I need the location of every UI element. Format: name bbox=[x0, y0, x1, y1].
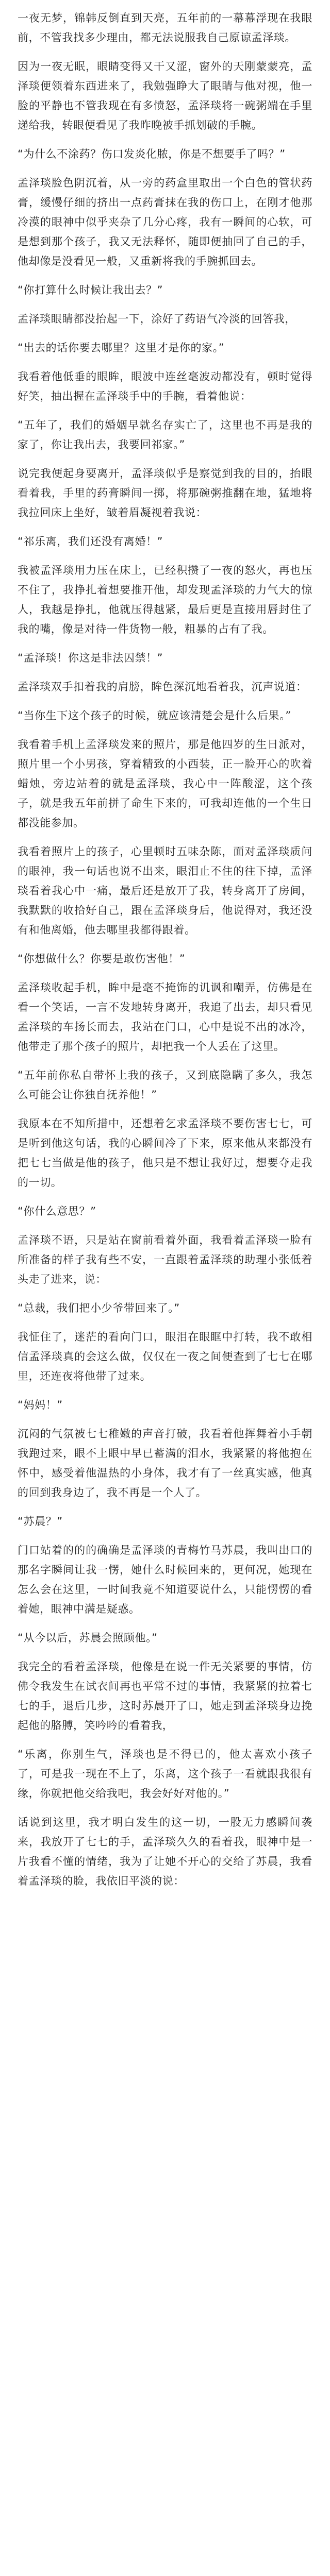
article-paragraph: 话说到这里，我才明白发生的这一切，一股无力感瞬间袭来，我放开了七七的手，孟泽琰久久的看着我，眼神中是一片我看不懂的情绪，我为了让她不开心的交给了苏晨，我看着孟泽琰的脸，我依旧平淡的说： bbox=[18, 1816, 312, 1887]
paragraph-gap bbox=[18, 1803, 312, 1812]
article-paragraph: “五年前你私自带怀上我的孩子，又到底隐瞒了多久，我怎么可能会让你独自抚养他！” bbox=[18, 1069, 312, 1101]
article-paragraph: “你什么意思？” bbox=[18, 1205, 96, 1217]
paragraph-gap bbox=[18, 329, 312, 338]
article-paragraph: “孟泽琰！你这是非法囚禁！” bbox=[18, 652, 163, 664]
article-paragraph: 我完全的看着孟泽琰，他像是在说一件无关紧要的事情，仿佛令我发生在试衣间再也平常不过的事情，我紧紧的拉着七七的手，退后几步，这时苏晨开了口，她走到孟泽琰身边挽起他的胳膊，笑吟吟的看着我， bbox=[18, 1660, 312, 1732]
article-paragraph: 沉闷的气氛被七七稚嫩的声音打破，我看着他挥舞着小手朝我跑过来，眼不上眼中早已蓄满的泪水，我紧紧的将他抱在怀中，感受着他温热的小身体，我才有了一丝真实感，他真的回到我身边了，我不再是一个人了。 bbox=[18, 1428, 312, 1499]
paragraph-gap bbox=[18, 454, 312, 464]
article-paragraph: “从今以后，苏晨会照顾他。” bbox=[18, 1632, 158, 1644]
paragraph-gap bbox=[18, 551, 312, 561]
paragraph-gap bbox=[18, 1648, 312, 1657]
article-paragraph: “为什么不涂药？伤口发炎化脓，你是不想要手了吗？” bbox=[18, 148, 286, 160]
article-paragraph: 我看着手机上孟泽琰发来的照片，那是他四岁的生日派对，照片里一个小男孩，穿着精致的小西装，正一脸开心的吹着蜡烛，旁边站着的就是孟泽琰，我心中一阵酸涩，这个孩子，就是我五年前拼了命生下来的，可我却连他的一个生日都没能参加。 bbox=[18, 738, 312, 829]
article-paragraph: “五年了，我们的婚姻早就名存实亡了，这里也不再是我的家了，你让我出去，我要回祁家。” bbox=[18, 419, 312, 451]
article-paragraph: 孟泽琰眼睛都没抬起一下，涂好了药语气冷淡的回答我， bbox=[18, 313, 296, 325]
article-paragraph: 我被孟泽琰用力压在床上，已经积攒了一夜的怒火，再也压不住了，我挣扎着想要推开他，却发现孟泽琰的力气大的惊人，我越是挣扎，他就压得越紧，最后更是直接用唇封住了我的嘴，像是对待一件货物一般，粗暴的占有了我。 bbox=[18, 564, 312, 635]
paragraph-gap bbox=[18, 1415, 312, 1424]
article-paragraph: 孟泽琰不语，只是站在窗前看着外面，我看着孟泽琰一脸有所准备的样子我有些不安，一直跟着孟泽琰的助理小张低着头走了进来，说： bbox=[18, 1234, 312, 1285]
paragraph-gap bbox=[18, 1386, 312, 1395]
paragraph-gap bbox=[18, 358, 312, 367]
article-paragraph: 我看着照片上的孩子，心里顿时五味杂陈，面对孟泽琰质问的眼神，我一句话也说不出来，眼泪止不住的往下掉，孟泽琰看着我心中一痛，最后还是放开了我，转身离开了房间，我默默的收拾好自己，跟在孟泽琰身后，他说得对，我还没有和他离婚，他去哪里我都得跟着。 bbox=[18, 845, 312, 936]
paragraph-gap bbox=[18, 164, 312, 173]
paragraph-gap bbox=[18, 300, 312, 309]
article-paragraph: “总裁，我们把小少爷带回来了。” bbox=[18, 1302, 180, 1314]
article-paragraph: 我原本在不知所措中，还想着乞求孟泽琰不要伤害七七，可是听到他这句话，我的心瞬间冷了下来，原来他从来都没有把七七当做是他的孩子，他只是不想让我好过，想要夺走我的一切。 bbox=[18, 1117, 312, 1189]
paragraph-gap bbox=[18, 1735, 312, 1744]
paragraph-gap bbox=[18, 1105, 312, 1114]
paragraph-gap bbox=[18, 1221, 312, 1230]
article-paragraph: “乐离，你别生气，泽琰也是不得已的，他太喜欢小孩子了，可是我一现在不上了，乐离，这个孩子一看就跟我很有缘，你就把他交给我吧，我会好好对他的。” bbox=[18, 1748, 312, 1800]
paragraph-gap bbox=[18, 406, 312, 415]
article-paragraph: 孟泽琰脸色阴沉着，从一旁的药盒里取出一个白色的管状药膏，缓慢仔细的挤出一点药膏抹在我的伤口上，在刚才他那冷漠的眼神中似乎夹杂了几分心疼，我有一瞬间的心软，可是想到那个孩子，我又无法释怀，随即便抽回了自己的手，他却像是没看见一般，又重新将我的手腕抓回去。 bbox=[18, 177, 312, 267]
paragraph-gap bbox=[18, 668, 312, 677]
article-paragraph: 一夜无梦，锦韩反倒直到天亮，五年前的一幕幕浮现在我眼前，不管我找多少理由，都无法说服我自己原谅孟泽琰。 bbox=[18, 12, 312, 44]
paragraph-gap bbox=[18, 1502, 312, 1512]
paragraph-gap bbox=[18, 1289, 312, 1298]
article-paragraph: 说完我便起身要离开，孟泽琰似乎是察觉到我的目的，抬眼看着我，手里的药膏瞬间一掷，将那碗粥推翻在地，猛地将我拉回床上坐好，皱着眉凝视着我说： bbox=[18, 467, 312, 519]
article-paragraph: 孟泽琰双手扣着我的肩膀，眸色深沉地看着我，沉声说道： bbox=[18, 681, 307, 693]
paragraph-gap bbox=[18, 1531, 312, 1540]
paragraph-gap bbox=[18, 47, 312, 57]
paragraph-gap bbox=[18, 271, 312, 280]
paragraph-gap bbox=[18, 697, 312, 706]
paragraph-gap bbox=[18, 940, 312, 949]
article-paragraph: 门口站着的的的确确是孟泽琰的青梅竹马苏晨，我叫出口的那名字瞬间让我一愣，她什么时候回来的，更何况，她现在怎么会在这里，一时间我竟不知道要说什么，只能愣愣的看着她，眼神中满是疑惑。 bbox=[18, 1544, 312, 1615]
paragraph-gap bbox=[18, 969, 312, 978]
article-paragraph: “当你生下这个孩子的时候，就应该清楚会是什么后果。” bbox=[18, 709, 291, 722]
article-paragraph: “出去的话你要去哪里？这里才是你的家。” bbox=[18, 342, 225, 354]
paragraph-gap bbox=[18, 639, 312, 648]
paragraph-gap bbox=[18, 725, 312, 735]
article-paragraph: 孟泽琰收起手机，眸中是毫不掩饰的讥讽和嘲弄，仿佛是在看一个笑话，一言不发地转身离开，我追了出去，却只看见孟泽琰的车扬长而去，我站在门口，心中是说不出的冰冷，他带走了那个孩子的照片，却把我一个人丢在了这里。 bbox=[18, 981, 312, 1053]
article-paragraph: “祁乐离，我们还没有离婚！” bbox=[18, 535, 163, 548]
paragraph-gap bbox=[18, 1619, 312, 1628]
paragraph-gap bbox=[18, 1318, 312, 1327]
paragraph-gap bbox=[18, 522, 312, 532]
article-paragraph: 我怔住了，迷茫的看向门口，眼泪在眼眶中打转，我不敢相信孟泽琰真的会这么做，仅仅在一夜之间便查到了七七在哪里，还连夜将他带了过来。 bbox=[18, 1331, 312, 1382]
paragraph-gap bbox=[18, 833, 312, 842]
article-paragraph: 我看着他低垂的眼眸，眼波中连丝毫波动都没有，顿时觉得好笑，抽出握在孟泽琰手中的手腕，看着他说： bbox=[18, 370, 312, 402]
article-paragraph: “你打算什么时候让我出去？” bbox=[18, 284, 163, 296]
article-paragraph: “你想做什么？你要是敢伤害他！” bbox=[18, 953, 186, 965]
paragraph-gap bbox=[18, 135, 312, 144]
article-paragraph: “苏晨？” bbox=[18, 1515, 63, 1528]
paragraph-gap bbox=[18, 1056, 312, 1065]
article-paragraph: “妈妈！” bbox=[18, 1399, 63, 1411]
paragraph-gap bbox=[18, 1192, 312, 1201]
article-paragraph: 因为一夜无眠，眼睛变得又干又涩，窗外的天刚蒙蒙亮，孟泽琰便领着东西进来了，我勉强睁大了眼睛与他对视，他一脸的平静也不管我现在有多愤怒，孟泽琰将一碗粥端在手里递给我，转眼便看见了我昨晚被手抓划破的手腕。 bbox=[18, 60, 312, 131]
